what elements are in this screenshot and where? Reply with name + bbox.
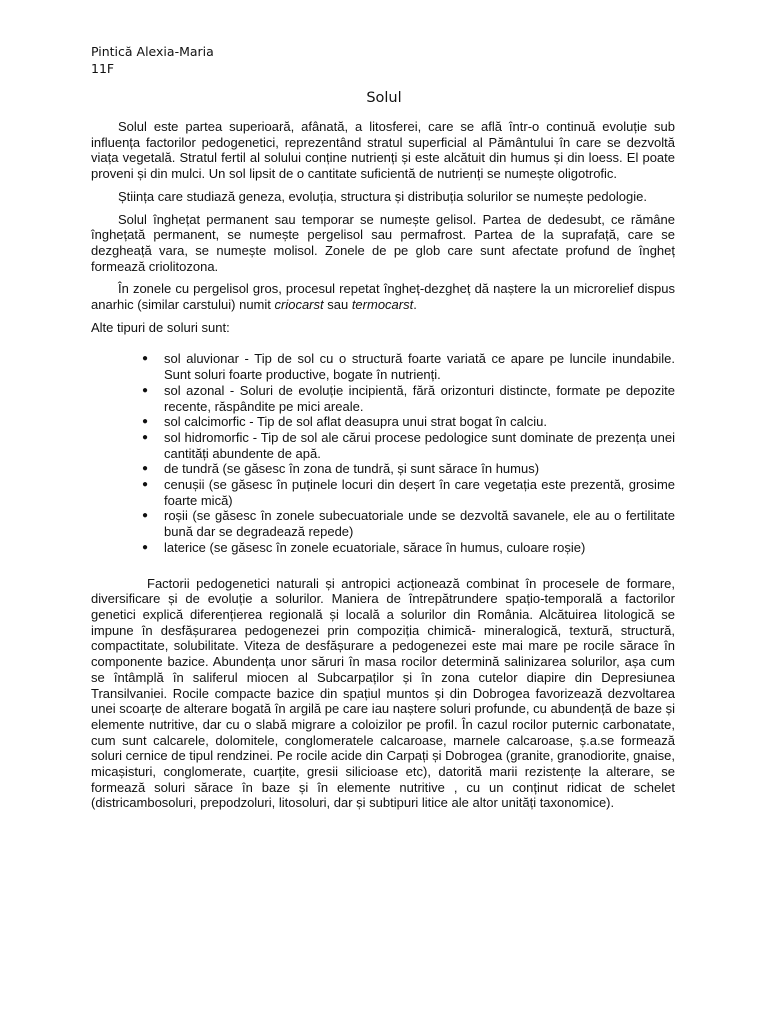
soil-types-list [91,351,675,555]
list-item-text: roșii (se găsesc în zonele subecuatoriale unde se dezvoltă savanele, ele au o fertilitate bună dar se degradează repede) [164,508,675,540]
list-item-text: de tundră (se găsesc în zona de tundră, și sunt sărace în humus) [164,461,540,477]
list-item [91,477,675,508]
author-class: 11F [91,61,115,76]
paragraph-definition: Solul este partea superioară, afânată, a litosferei, care se află într-o continuă evoluție sub influența factorilor pedogenetici, reprezentând stratul superficial al Pământului în care se dezvoltă viața vegetală. Stratul fertil al solului conține nutrienți și este alcătuit din humus și din loess. El poate proveni și din mulci. Un sol lipsit de o cantitate suficientă de nutrienți se numește oligotrofic. [91,119,675,182]
bullet-icon: ● [142,541,149,553]
author-block [91,43,214,77]
list-item-text: laterice (se găsesc în zonele ecuatoriale, sărace în humus, culoare roșie) [164,539,586,555]
bullet-icon: ● [142,463,149,475]
list-item [91,461,675,477]
author-name: Pintică Alexia-Maria [91,44,214,59]
criocarst-text: În zonele cu pergelisol gros, procesul repetat îngheț-dezgheț dă naștere la un microrelief dispus anarhic (similar carstului) numit [91,281,675,313]
bullet-icon: ● [142,384,149,396]
paragraph-factors: Factorii pedogenetici naturali și antropici acționează combinat în procesele de formare, diversificare și de evoluție a solurilor. Maniera de întrepătrundere spațio-temporală a factorilor genetici explică diferențierea regională și locală a solurilor din România. Alcătuirea litologică se impune în desfășurarea pedogenezei prin compoziția chimică- mineralogică, textură, structură, compactitate, solubilitate. Viteza de desfășurare a pedogenezei este mai mare pe rocile sărace în componente bazice. Abundența unor săruri în masa rocilor determină salinizarea solurilor, așa cum se întâmplă în saliferul miocen al Subcarpaților și în zona cutelor diapire din Depresiunea Transilvaniei. Rocile compacte bazice din spațiul muntos și din Dobrogea favorizează dezvoltarea unei scoarțe de alterare bogată în argilă pe care iau naștere soluri profunde, cu abundență de baze și elemente nutritive, dar cu o slabă migrare a coloizilor pe profil. În cazul rocilor puternic carbonatate, cum sunt calcarele, dolomitele, conglomeratele calcaroase, marnele calcaroase, ș.a.se formează soluri cernice de tipul rendzinei. Pe rocile acide din Carpați și Dobrogea (granite, granodiorite, gnaise, micașisturi, conglomerate, cuarțite, gresii silicioase etc), datorită marii rezistențe la alterare, se formează soluri sărace în baze și în elemente nutritive , cu un conținut ridicat de schelet (districambosoluri, prepodzoluri, litosoluri, dar și subtipuri litice ale altor unități taxonomice). [91,575,675,811]
paragraph-criocarst [91,281,675,312]
document-body [91,119,675,818]
criocarst-connector: sau [323,297,352,313]
bullet-icon: ● [142,479,149,491]
paragraph-pedology: Știința care studiază geneza, evoluția, structura și distribuția solurilor se numește pedologie. [118,188,647,204]
bullet-icon: ● [142,416,149,428]
criocarst-end: . [413,297,417,313]
document-title: Solul [366,90,402,106]
list-item-text: sol azonal - Soluri de evoluție incipientă, fără orizonturi distincte, formate pe depozite recente, răspândite pe mici areale. [164,382,675,414]
list-item-text: sol calcimorfic - Tip de sol aflat deasupra unui strat bogat în calciu. [164,414,547,430]
list-item [91,414,675,430]
bullet-icon: ● [142,510,149,522]
list-item [91,508,675,539]
bullet-icon: ● [142,431,149,443]
bullet-icon: ● [142,353,149,365]
paragraph-gelisol: Solul înghețat permanent sau temporar se numește gelisol. Partea de dedesubt, ce rămâne înghețată permanent, se numește pergelisol sau permafrost. Partea de la suprafață, care se dezgheață vara, se numește molisol. Zonele de pe glob care sunt afectate profund de îngheț formează criolitozona. [91,211,675,274]
list-item [91,540,675,556]
list-item [91,351,675,382]
list-item-text: sol aluvionar - Tip de sol cu o structură foarte variată ce apare pe luncile inundabile. Sunt soluri foarte productive, bogate în nutrienți. [164,351,675,383]
list-item [91,430,675,461]
term-criocarst: criocarst [274,297,324,313]
list-item [91,383,675,414]
term-termocarst: termocarst [351,297,414,313]
list-intro: Alte tipuri de soluri sunt: [91,319,230,335]
list-item-text: sol hidromorfic - Tip de sol ale cărui procese pedologice sunt dominate de prezența unei cantități abundente de apă. [164,429,675,461]
list-item-text: cenușii (se găsesc în puținele locuri din deșert în care vegetația este prezentă, grosime foarte mică) [164,477,675,508]
